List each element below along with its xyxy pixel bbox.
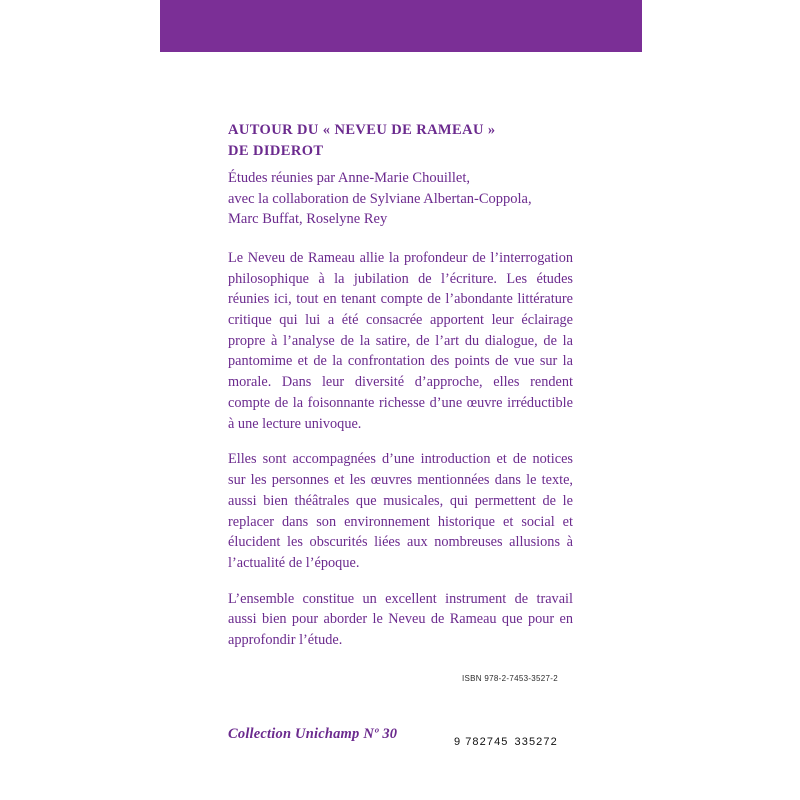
credits-line-1: Études réunies par Anne-Marie Chouillet, xyxy=(228,170,471,187)
barcode-lead-digit: 9 xyxy=(454,736,462,748)
barcode-digits xyxy=(452,735,587,749)
isbn-number: 978-2-7453-3527-2 xyxy=(484,674,559,683)
collection-label: Collection Unichamp Nº 30 xyxy=(228,726,398,742)
barcode-group-1: 782745 xyxy=(465,736,509,748)
isbn-text xyxy=(452,672,587,685)
book-title-line-1: AUTOUR DU « NEVEU DE RAMEAU » xyxy=(228,122,496,138)
barcode-group-2: 335272 xyxy=(514,736,558,748)
book-title xyxy=(228,120,573,161)
blurb-paragraph-3: L’ensemble constitue un excellent instrument de travail aussi bien pour aborder le Neveu de Rameau que pour en approfondir l’étude. xyxy=(228,590,573,649)
blurb-paragraph-1: Le Neveu de Rameau allie la profondeur de l’interrogation philosophique à la jubilation de l’écriture. Les études réunies ici, tout en tenant compte de l’abondante littérature critique qui lui a été consacrée apportent leur éclairage propre à l’analyse de la satire, de l’art du dialogue, de la pantomime et de la confrontation des points de vue sur la morale. Dans leur diversité d’approche, elles rendent compte de la foisonnante richesse d’une œuvre irréductible à une lecture univoque. xyxy=(228,249,573,432)
isbn-label: ISBN xyxy=(462,674,482,683)
book-credits xyxy=(228,168,573,230)
blurb-paragraph-2: Elles sont accompagnées d’une introduction et de notices sur les personnes et les œuvres mentionnées dans le texte, aussi bien théâtrales que musicales, qui permettent de le replacer dans son environnement historique et social et élucident les obscurités liées aux nombreuses allusions à l’actualité de l’époque. xyxy=(228,451,573,571)
cover-text-block xyxy=(228,120,573,666)
barcode xyxy=(452,672,587,755)
credits-line-2: avec la collaboration de Sylviane Albertan-Coppola, xyxy=(228,190,532,207)
barcode-bars xyxy=(456,685,583,735)
credits-line-3: Marc Buffat, Roselyne Rey xyxy=(228,211,388,228)
book-title-line-2: DE DIDEROT xyxy=(228,142,324,159)
purple-header-band xyxy=(160,0,642,52)
